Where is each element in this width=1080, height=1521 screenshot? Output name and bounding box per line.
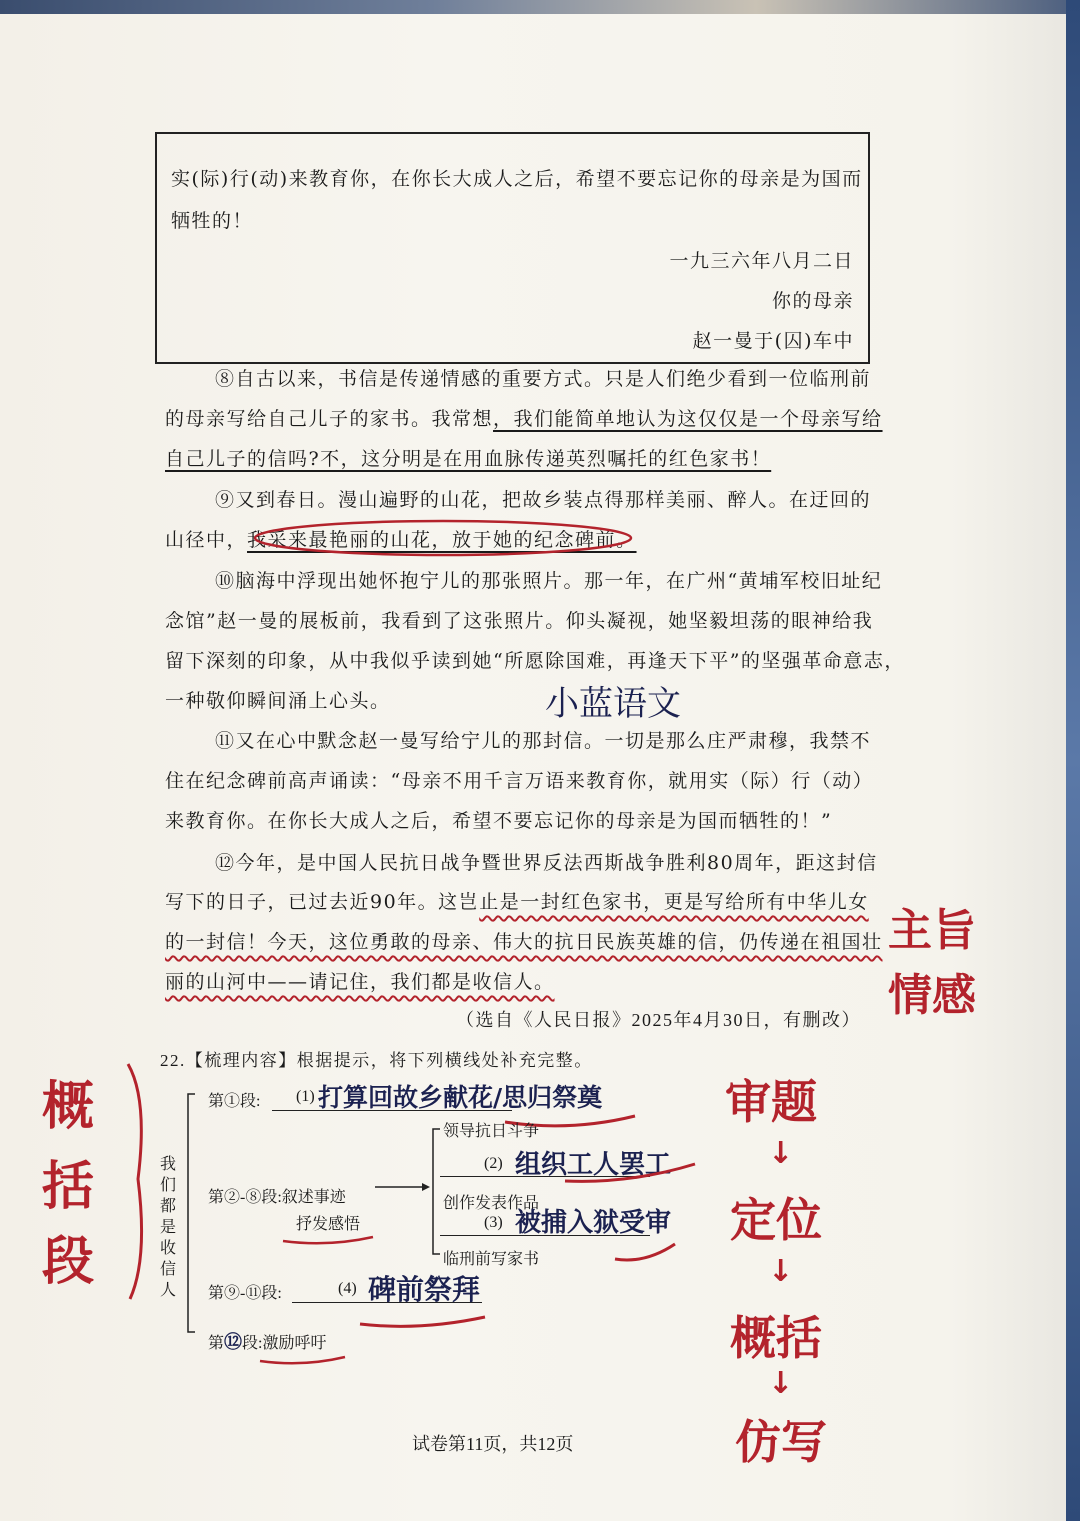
p12-line-1: ⑫今年，是中国人民抗日战争暨世界反法西斯战争胜利80周年，距这封信	[215, 852, 878, 874]
red-underline-2	[560, 1159, 700, 1189]
step-1: 审题	[725, 1075, 817, 1129]
diagram-root-label: 我们都是收信人	[160, 1156, 177, 1299]
p8-line-2: 的母亲写给自己儿子的家书。我常想，我们能简单地认为这仅仅是一个母亲写给	[165, 408, 883, 430]
seg2-label: 第②-⑧段:叙述事迹	[208, 1189, 346, 1206]
red-underline-seg4	[255, 1349, 350, 1373]
seg2-label-b: 抒发感悟	[296, 1216, 361, 1233]
sub-item-3: 创作发表作品	[443, 1195, 540, 1212]
page-footer: 试卷第11页，共12页	[412, 1434, 574, 1454]
letter-line-1: 实(际)行(动)来教育你，在你长大成人之后，希望不要忘记你的母亲是为国而	[171, 168, 863, 190]
sub-item-4-number: (3)	[484, 1214, 503, 1231]
red-circle-mark	[250, 514, 640, 562]
note-emotion: 情感	[888, 970, 976, 1021]
note-main-idea: 主旨	[888, 905, 976, 956]
p8-underline-a: ，我们能简单地认为这仅仅是一个母亲写给	[493, 408, 883, 430]
note-left-3: 段	[42, 1232, 95, 1292]
red-underline-seg2	[278, 1229, 378, 1249]
p12-wavy-a: 止是一封红色家书，更是写给所有中华儿女	[479, 891, 869, 913]
seg4-label: 第⑫段:激励呼吁	[208, 1332, 327, 1352]
p9-circled-sentence: 我采来最艳丽的山花，放于她的纪念碑前。	[247, 529, 637, 551]
p10-line-1: ⑩脑海中浮现出她怀抱宁儿的那张照片。那一年，在广州“黄埔军校旧址纪	[215, 570, 883, 592]
p12-line-2: 写下的日子，已过去近90年。这岂止是一封红色家书，更是写给所有中华儿女	[165, 891, 869, 913]
watermark-handwriting: 小蓝语文	[545, 684, 681, 724]
p11-line-1: ⑪又在心中默念赵一曼写给宁儿的那封信。一切是那么庄严肃穆，我禁不	[215, 730, 872, 752]
p11-line-3: 来教育你。在你长大成人之后，希望不要忘记你的母亲是为国而牺牲的！”	[165, 810, 833, 832]
letter-signature-1: 你的母亲	[771, 290, 854, 312]
letter-line-2: 牺牲的！	[171, 210, 254, 232]
answer-4: 碑前祭拜	[368, 1273, 481, 1306]
step-4: 仿写	[735, 1415, 827, 1469]
seg4-handwritten-number: ⑫	[224, 1332, 243, 1352]
p12-line-3: 的一封信！今天，这位勇敢的母亲、伟大的抗日民族英雄的信，仍传递在祖国壮	[165, 931, 883, 953]
red-underline-3	[610, 1239, 680, 1269]
step-arrow-3: ↓	[768, 1366, 794, 1401]
p9-line-1: ⑨又到春日。漫山遍野的山花，把故乡装点得那样美丽、醉人。在迂回的	[215, 489, 872, 511]
step-arrow-1: ↓	[768, 1136, 794, 1171]
question-22-title: 22.【梳理内容】根据提示，将下列横线处补充完整。	[160, 1051, 593, 1070]
answer-3: 被捕入狱受审	[515, 1208, 672, 1238]
sub-item-2-number: (2)	[484, 1155, 503, 1172]
answer-1: 打算回故乡献花/思归祭奠	[318, 1083, 603, 1112]
sub-item-1: 领导抗日斗争	[443, 1123, 540, 1140]
p10-line-2: 念馆”赵一曼的展板前，我看到了这张照片。仰头凝视，她坚毅坦荡的眼神给我	[165, 610, 874, 632]
p10-line-4: 一种敬仰瞬间涌上心头。	[165, 690, 391, 712]
letter-signature-2: 赵一曼于(囚)车中	[692, 330, 854, 352]
p11-line-2: 住在纪念碑前高声诵读：“母亲不用千言万语来教育你，就用实（际）行（动）	[165, 770, 874, 792]
sub-item-5: 临刑前写家书	[443, 1251, 540, 1268]
photo-edge-right	[1066, 0, 1080, 1521]
letter-quote-box	[155, 132, 870, 364]
letter-date: 一九三六年八月二日	[669, 250, 854, 272]
step-3: 概括	[730, 1311, 822, 1365]
step-2: 定位	[730, 1193, 822, 1247]
photo-edge-top	[0, 0, 1080, 14]
p12-line-4: 丽的山河中——请记住，我们都是收信人。	[165, 971, 555, 993]
seg1-label: 第①段:	[208, 1093, 261, 1110]
p8-line-1: ⑧自古以来，书信是传递情感的重要方式。只是人们绝少看到一位临刑前	[215, 368, 872, 390]
p9-line-2: 山径中，我采来最艳丽的山花，放于她的纪念碑前。	[165, 529, 637, 551]
note-left-1: 概	[42, 1077, 95, 1137]
answer-2: 组织工人罢工	[515, 1150, 672, 1180]
seg3-blank-number: (4)	[338, 1280, 357, 1297]
p10-line-3: 留下深刻的印象，从中我似乎读到她“所愿除国难，再逢天下平”的坚强革命意志，	[165, 650, 905, 672]
red-underline-4	[355, 1309, 490, 1333]
exam-page	[0, 14, 1066, 1521]
p8-line-3: 自己儿子的信吗?不，这分明是在用血脉传递英烈嘱托的红色家书！	[165, 448, 772, 470]
seg3-label: 第⑨-⑪段:	[208, 1285, 282, 1302]
seg1-blank-number: (1)	[296, 1088, 315, 1105]
step-arrow-2: ↓	[768, 1254, 794, 1289]
source-citation: （选自《人民日报》2025年4月30日，有删改）	[456, 1010, 861, 1030]
note-left-2: 括	[42, 1157, 95, 1217]
